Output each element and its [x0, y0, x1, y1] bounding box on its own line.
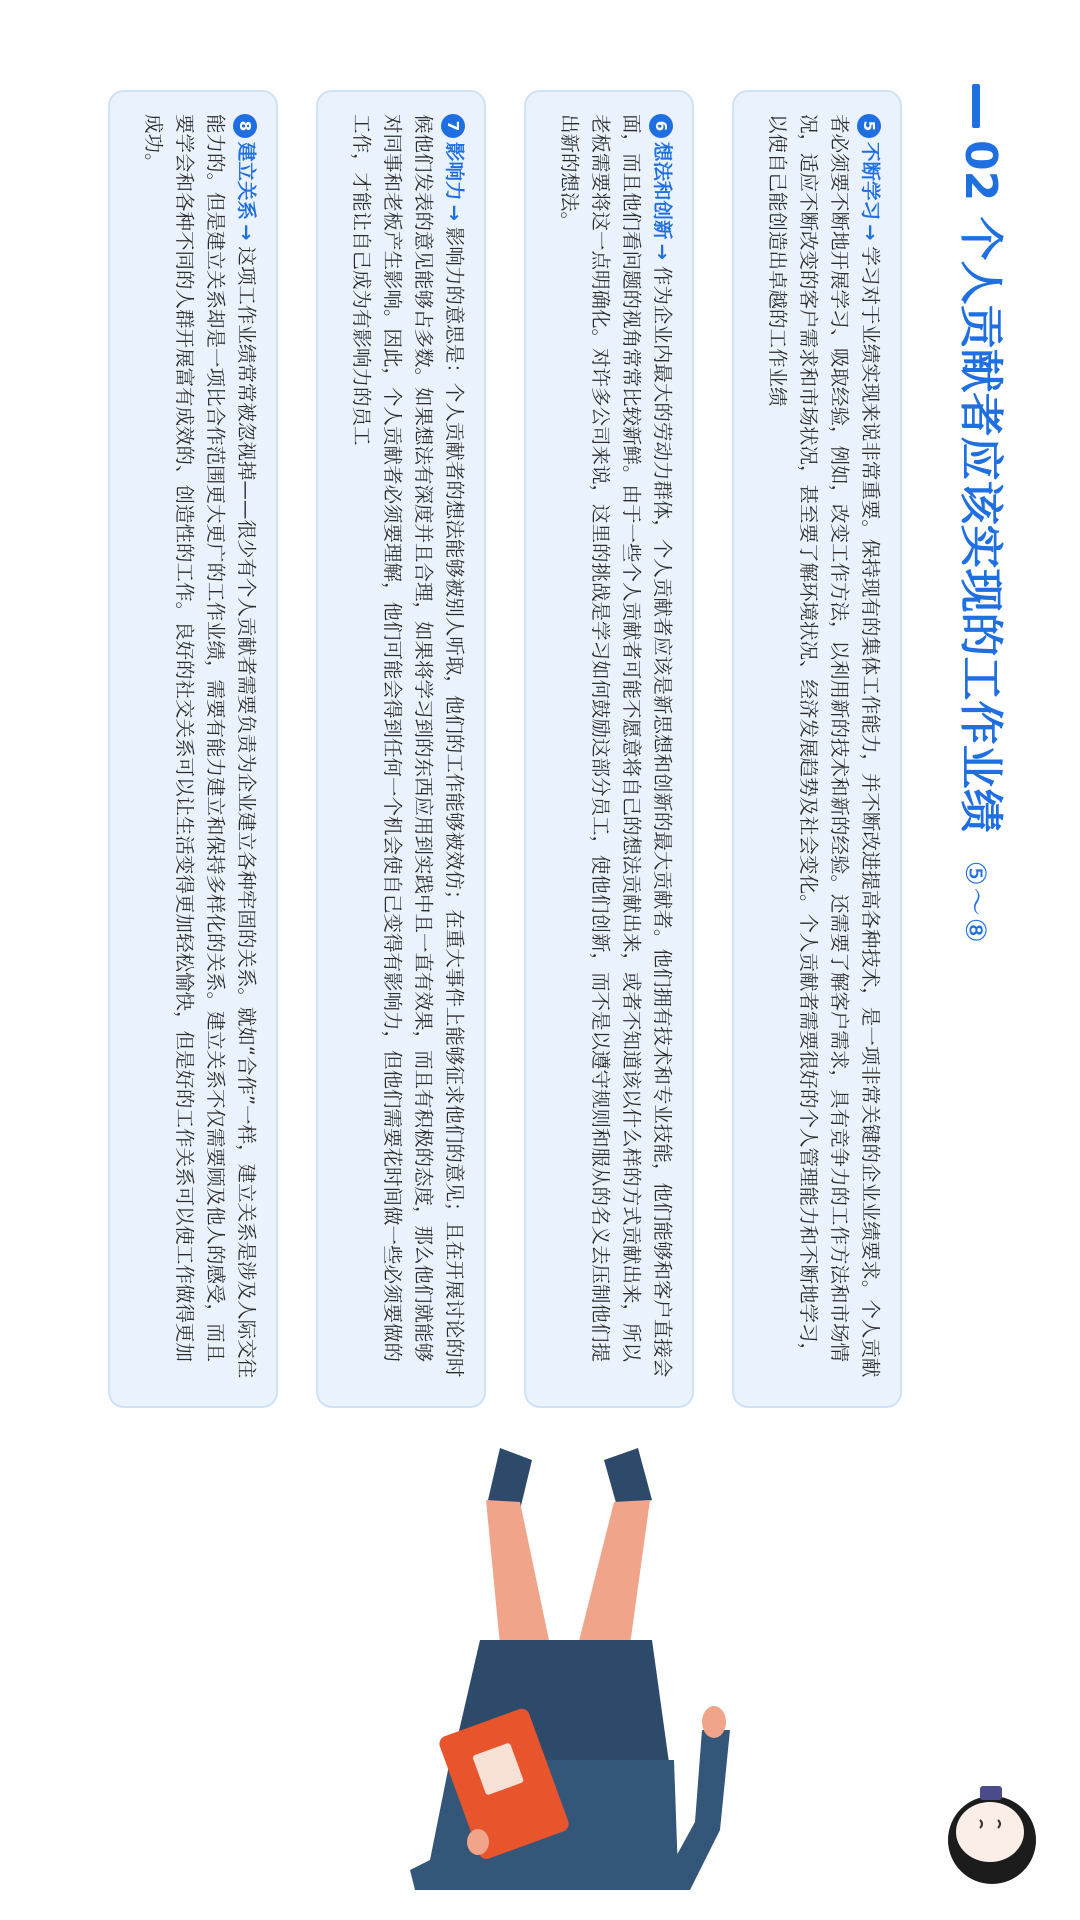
card-body: 作为企业内最大的劳动力群体，个人贡献者应该是新思想和创新的最大贡献者。他们拥有技术和专业技能，他们能够和客户直接会面，而且他们看问题的视角常常比较新鲜。由于一些个人贡献者可能不愿意将自己的想法贡献出来，或者不知道该以什么样的方式贡献出来，所以老板需要将这一点明确化。对许多公司来说，这里的挑战是学习如何鼓励这部分员工，使他们创新，而不是以遵守规则和服从的名义去压制他们提出新的想法。 [558, 114, 674, 1378]
heading-accent-bar [972, 84, 980, 128]
arrow-right-icon: → [859, 224, 882, 241]
arrow-right-icon: → [651, 243, 674, 260]
hair-clip-icon [980, 1786, 1002, 1800]
right-hand [702, 1706, 726, 1738]
page-title-text: 02 个人贡献者应该实现的工作业绩 [955, 140, 1006, 833]
card-number-badge: 7 [442, 114, 466, 138]
businesswoman-illustration [130, 1430, 970, 1890]
card-building-relationships [108, 90, 278, 1408]
avatar [930, 1780, 1050, 1900]
avatar-face [956, 1802, 1024, 1862]
card-influence [316, 90, 486, 1408]
card-continuous-learning [732, 90, 902, 1408]
card-title: 不断学习 [859, 142, 882, 221]
left-hand [467, 1829, 489, 1855]
card-body: 影响力的意思是：个人贡献者的想法能够被别人听取，他们的工作能够被效仿；在重大事件上能够征求他们的意见；且在开展讨论的时候他们发表的意见能够占多数。如果想法有深度并且合理，如果将学习到的东西应用到实践中且一直有效果，而且有积极的态度，那么他们就能够对同事和老板产生影响。因此，个人贡献者必须要理解，他们可能会得到任何一个机会使自己变得有影响力，但他们需要花时间做一些必须要做的工作，才能让自己成为有影响力的员工 [350, 114, 466, 1378]
card-ideas-innovation [524, 90, 694, 1408]
arrow-right-icon: → [443, 204, 466, 221]
card-title: 影响力 [443, 142, 466, 201]
card-number-badge: 5 [858, 114, 882, 138]
card-number-badge: 6 [650, 114, 674, 138]
page-title [947, 140, 1008, 945]
left-leg [578, 1500, 650, 1645]
right-leg [486, 1500, 550, 1645]
card-number-badge: 8 [234, 114, 258, 138]
card-body: 这项工作业绩常常被忽视掉——很少有个人贡献者需要负责为企业建立各种牢固的关系。就如“合作”一样，建立关系是涉及人际交往能力的。但是建立关系却是一项比合作范围更大更广的工作业绩，需要有能力建立和保持多样化的关系。建立关系不仅需要顾及他人的感受，而且要学会和各种不同的人群开展富有成效的、创造性的工作。良好的社交关系可以让生活变得更加轻松愉快，但是好的工作关系可以使工作做得更加成功。 [142, 114, 258, 1379]
card-title: 建立关系 [235, 142, 258, 221]
card-body: 学习对于业绩实现来说非常重要。保持现有的集体工作能力，并不断改进提高各种技术，是一项非常关键的企业业绩要求。个人贡献者必须要不断地开展学习、吸取经验，例如，改变工作方法，以利用新的技术和新的经验。还需要了解客户需求，具有竞争力的工作方法和市场情况，适应不断改变的客户需求和市场状况，甚至要了解环境状况、经济发展趋势及社会变化。个人贡献者需要很好的个人管理能力和不断地学习，以使自己能创造出卓越的工作业绩 [766, 114, 882, 1378]
card-title: 想法和创新 [651, 142, 674, 240]
page-title-range: ⑤～⑧ [959, 860, 992, 945]
arrow-right-icon: → [235, 224, 258, 241]
